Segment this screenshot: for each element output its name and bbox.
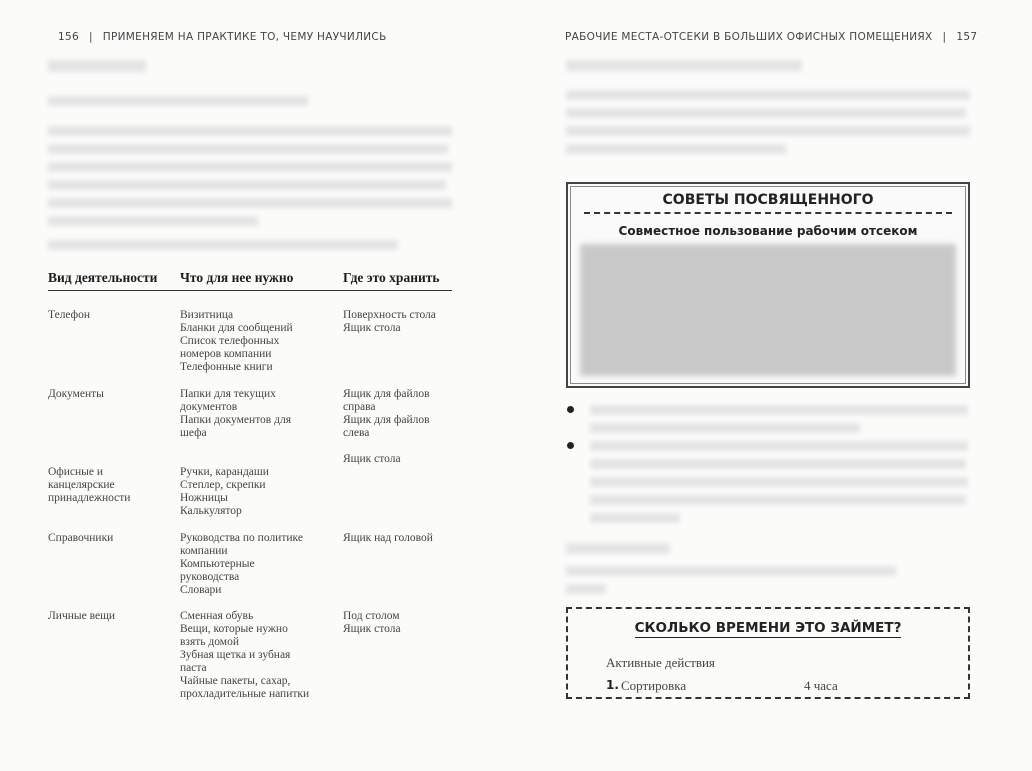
blurred-text-line bbox=[590, 441, 968, 451]
blurred-text-line bbox=[48, 144, 448, 154]
table-cell-activity: Документы bbox=[48, 388, 104, 400]
time-item-duration: 4 часа bbox=[804, 678, 838, 693]
tips-box-subtitle: Совместное пользование рабочим отсеком bbox=[618, 224, 918, 238]
right-running-head-title: РАБОЧИЕ МЕСТА-ОТСЕКИ В БОЛЬШИХ ОФИСНЫХ ПОМЕЩЕНИЯХ bbox=[565, 31, 933, 43]
table-cell-activity: Личные вещи bbox=[48, 610, 116, 622]
blurred-text-line bbox=[590, 423, 860, 433]
insider-tips-box bbox=[566, 182, 970, 388]
blurred-subheading bbox=[48, 60, 146, 72]
blurred-text-line bbox=[48, 162, 452, 172]
left-running-head-title: ПРИМЕНЯЕМ НА ПРАКТИКЕ ТО, ЧЕМУ НАУЧИЛИСЬ bbox=[102, 31, 387, 43]
right-running-head: РАБОЧИЕ МЕСТА-ОТСЕКИ В БОЛЬШИХ ОФИСНЫХ ПОМЕЩЕНИЯХ | 157 bbox=[565, 31, 978, 43]
blurred-subheading bbox=[566, 543, 670, 554]
blurred-text-line bbox=[48, 216, 258, 226]
blurred-subheading bbox=[566, 60, 802, 71]
tips-box-blurred-body bbox=[580, 244, 956, 376]
table-cell-activity: Телефон bbox=[48, 309, 91, 321]
blurred-text-line bbox=[590, 513, 680, 523]
left-running-head: 156 | ПРИМЕНЯЕМ НА ПРАКТИКЕ ТО, ЧЕМУ НАУЧИЛИСЬ bbox=[58, 31, 387, 43]
right-page-number: 157 bbox=[956, 31, 978, 43]
blurred-text-line bbox=[48, 180, 446, 190]
table-cell-needs: Папки для текущих документов Папки документов для шефа bbox=[180, 388, 291, 439]
table-cell-storage: Под столом Ящик стола bbox=[343, 610, 401, 635]
table-cell-needs: Руководства по политике компании Компьютерные руководства Словари bbox=[180, 532, 303, 596]
time-box-title: СКОЛЬКО ВРЕМЕНИ ЭТО ЗАЙМЕТ? bbox=[634, 620, 902, 636]
blurred-text-line bbox=[48, 126, 452, 136]
table-cell-storage: Ящик для файлов справа Ящик для файлов слева Ящик стола bbox=[343, 388, 430, 465]
table-cell-activity: Офисные и канцелярские принадлежности bbox=[48, 466, 131, 504]
table-cell-activity: Справочники bbox=[48, 532, 114, 544]
column-header-needs: Что для нее нужно bbox=[180, 270, 294, 285]
tips-box-dashed-rule bbox=[584, 212, 952, 214]
column-header-activity: Вид деятельности bbox=[48, 270, 158, 285]
table-cell-needs: Сменная обувь Вещи, которые нужно взять домой Зубная щетка и зубная паста Чайные пакеты, сахар, прохладительные напитки bbox=[180, 610, 310, 700]
blurred-text-line bbox=[590, 477, 968, 487]
time-item-task: Сортировка bbox=[621, 678, 687, 693]
bullet-icon bbox=[567, 442, 574, 449]
column-header-storage: Где это хранить bbox=[343, 270, 440, 285]
blurred-text-line bbox=[48, 96, 308, 106]
time-item-number: 1. bbox=[606, 678, 619, 692]
left-page-number: 156 bbox=[58, 31, 79, 43]
table-cell-storage: Ящик над головой bbox=[343, 532, 433, 544]
blurred-text-line bbox=[566, 584, 606, 594]
blurred-text-line bbox=[566, 566, 896, 576]
blurred-text-line bbox=[48, 240, 398, 250]
blurred-text-line bbox=[566, 144, 786, 154]
blurred-text-line bbox=[566, 126, 970, 136]
blurred-text-line bbox=[590, 495, 966, 505]
blurred-text-line bbox=[590, 459, 966, 469]
time-estimate-box bbox=[566, 607, 970, 699]
tips-box-title: СОВЕТЫ ПОСВЯЩЕННОГО bbox=[662, 192, 874, 208]
blurred-text-line bbox=[48, 198, 452, 208]
table-cell-needs: Ручки, карандаши Степлер, скрепки Ножницы Калькулятор bbox=[180, 466, 269, 517]
table-header-rule bbox=[48, 290, 452, 291]
table-cell-needs: Визитница Бланки для сообщений Список телефонных номеров компании Телефонные книги bbox=[180, 309, 293, 373]
table-cell-storage: Поверхность стола Ящик стола bbox=[343, 309, 436, 334]
blurred-text-line bbox=[590, 405, 968, 415]
time-box-subtitle: Активные действия bbox=[606, 655, 715, 670]
blurred-text-line bbox=[566, 108, 966, 118]
bullet-icon bbox=[567, 406, 574, 413]
blurred-text-line bbox=[566, 90, 970, 100]
